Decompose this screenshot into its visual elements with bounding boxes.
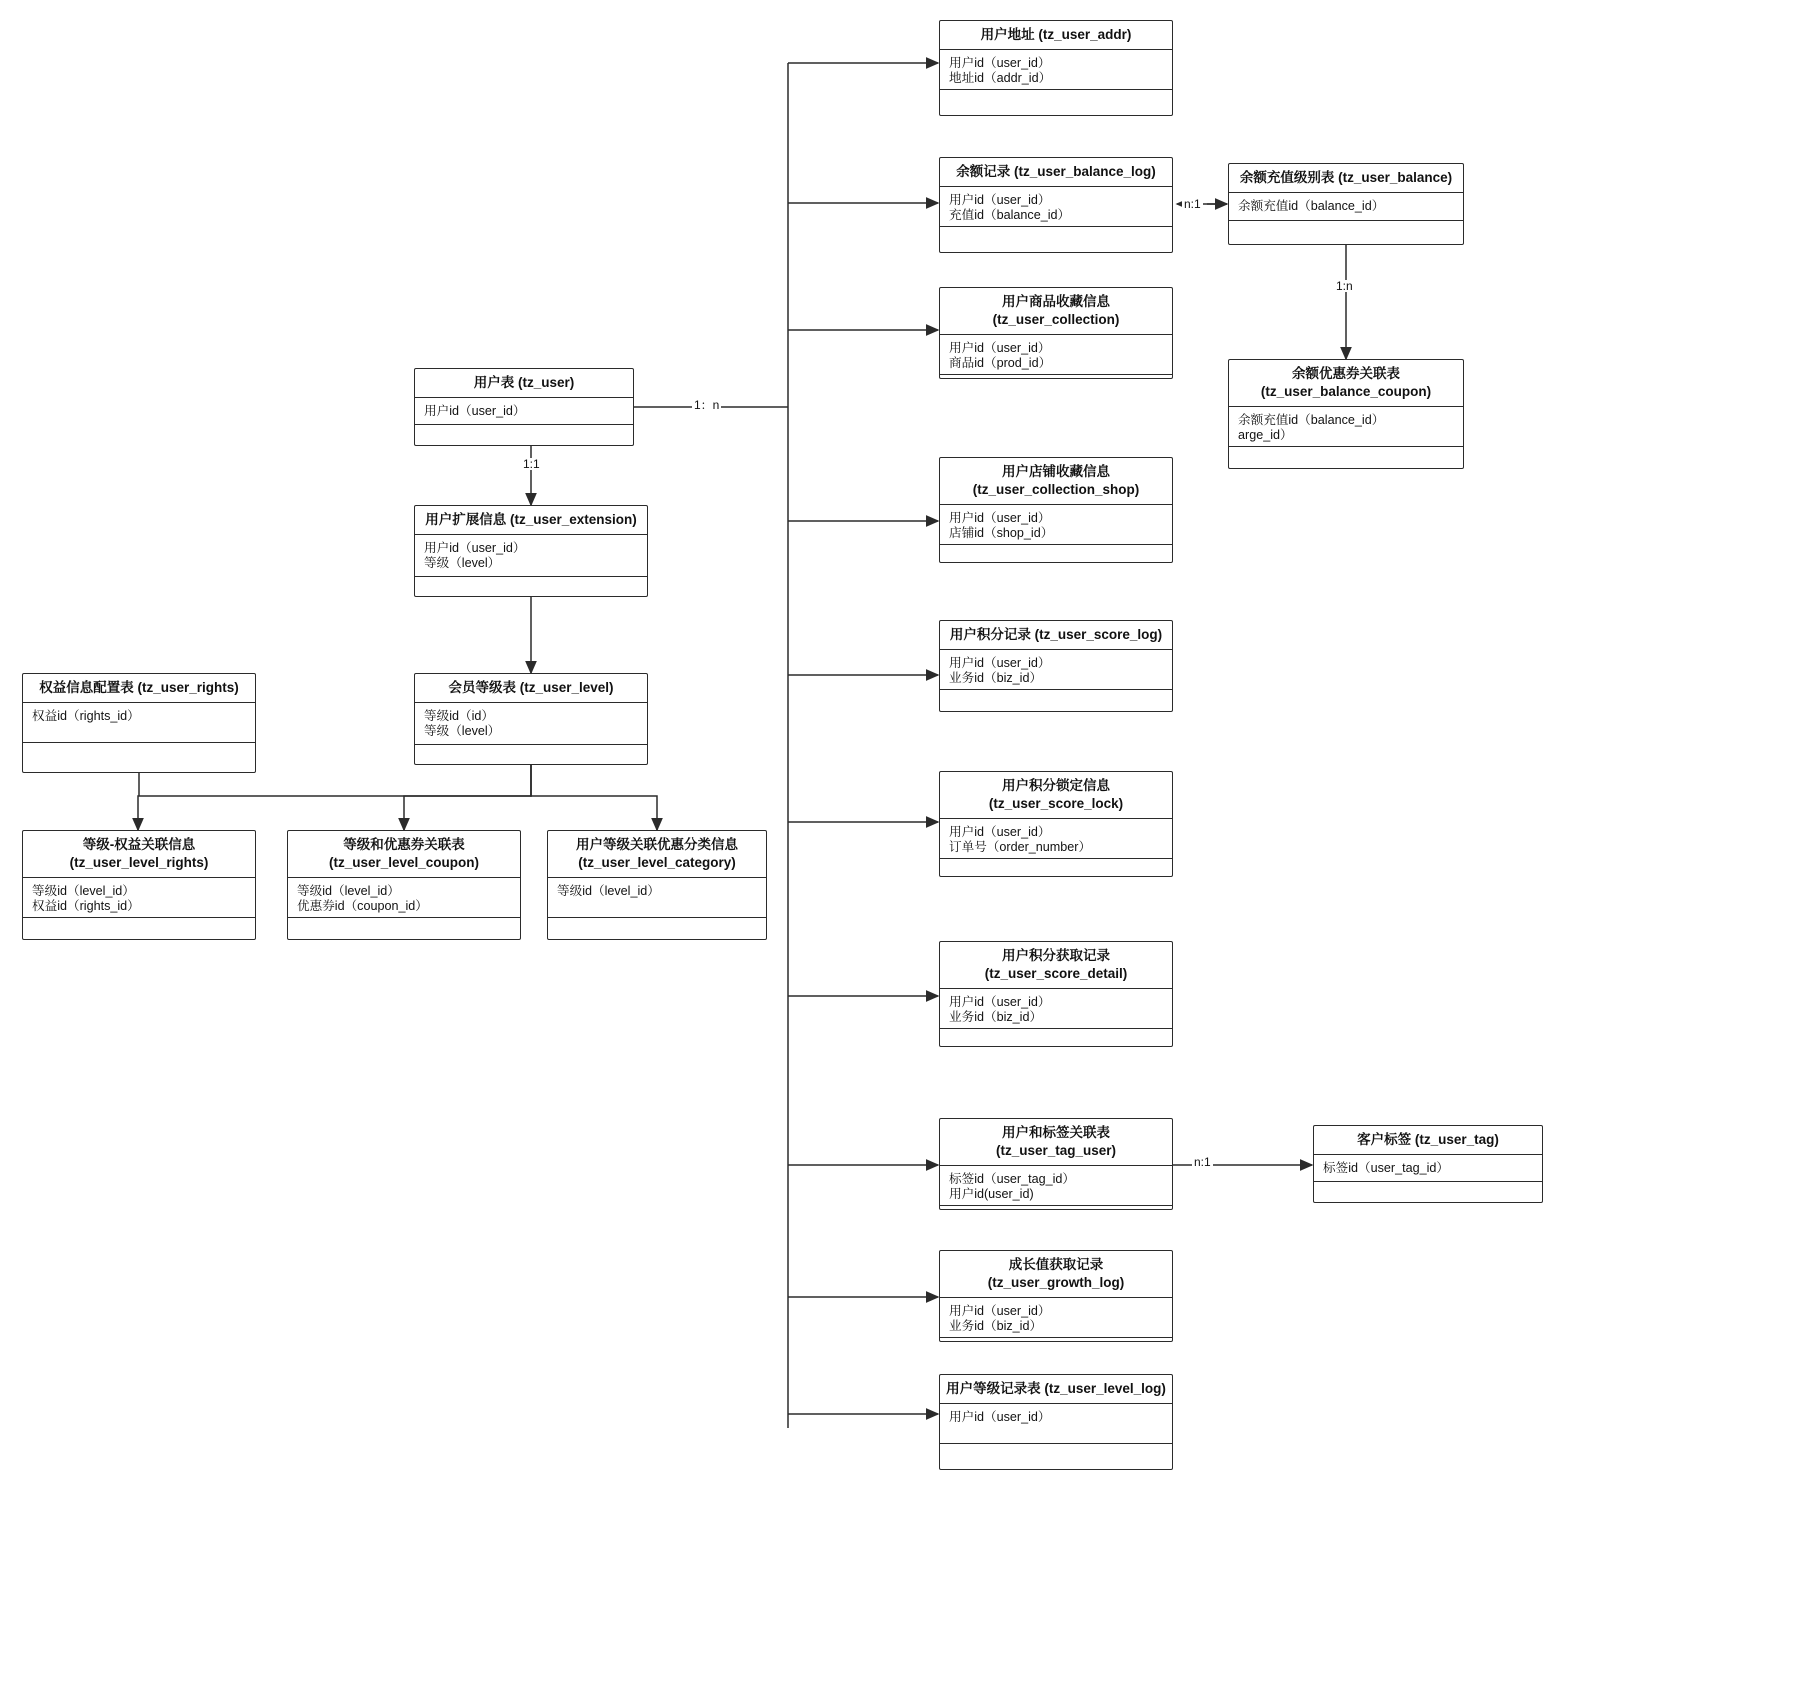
entity-tz-user-level-category[interactable] xyxy=(547,830,767,940)
entity-footer xyxy=(940,90,1172,112)
entity-footer xyxy=(1229,447,1463,469)
entity-fields: 等级id（level_id） xyxy=(548,878,766,918)
entity-title: 等级和优惠券关联表 (tz_user_level_coupon) xyxy=(288,831,520,878)
entity-tz-user-collection-shop[interactable] xyxy=(939,457,1173,563)
entity-tz-user-extension[interactable] xyxy=(414,505,648,597)
entity-fields: 用户id（user_id） 订单号（order_number） xyxy=(940,819,1172,859)
entity-fields: 标签id（user_tag_id） xyxy=(1314,1155,1542,1182)
entity-footer xyxy=(940,227,1172,249)
entity-footer xyxy=(415,577,647,599)
entity-fields: 余额充值id（balance_id） arge_id） xyxy=(1229,407,1463,447)
edge-label-user-fanout: 1：n xyxy=(694,398,720,412)
entity-tz-user-level-log[interactable] xyxy=(939,1374,1173,1470)
entity-title: 客户标签 (tz_user_tag) xyxy=(1314,1126,1542,1155)
entity-title: 用户商品收藏信息 (tz_user_collection) xyxy=(940,288,1172,335)
entity-title: 余额记录 (tz_user_balance_log) xyxy=(940,158,1172,187)
entity-footer xyxy=(940,1029,1172,1051)
entity-footer xyxy=(23,743,255,765)
entity-tz-user-tag-user[interactable] xyxy=(939,1118,1173,1210)
entity-footer xyxy=(23,918,255,940)
entity-fields: 余额充值id（balance_id） xyxy=(1229,193,1463,221)
entity-title: 用户积分记录 (tz_user_score_log) xyxy=(940,621,1172,650)
entity-title: 用户地址 (tz_user_addr) xyxy=(940,21,1172,50)
entity-title: 用户积分锁定信息 (tz_user_score_lock) xyxy=(940,772,1172,819)
entity-footer xyxy=(940,545,1172,567)
entity-footer xyxy=(940,375,1172,397)
entity-footer xyxy=(288,918,520,940)
entity-footer xyxy=(940,690,1172,712)
entity-footer xyxy=(940,1444,1172,1466)
entity-fields: 标签id（user_tag_id） 用户id(user_id) xyxy=(940,1166,1172,1206)
entity-tz-user-score-detail[interactable] xyxy=(939,941,1173,1047)
entity-title: 用户和标签关联表 (tz_user_tag_user) xyxy=(940,1119,1172,1166)
entity-title: 用户扩展信息 (tz_user_extension) xyxy=(415,506,647,535)
entity-footer xyxy=(940,1206,1172,1228)
entity-title: 用户店铺收藏信息 (tz_user_collection_shop) xyxy=(940,458,1172,505)
entity-footer xyxy=(415,745,647,767)
entity-tz-user-level-coupon[interactable] xyxy=(287,830,521,940)
entity-title: 余额充值级别表 (tz_user_balance) xyxy=(1229,164,1463,193)
edge-label-balance-coupon: 1:n xyxy=(1336,279,1353,293)
entity-fields: 用户id（user_id） 业务id（biz_id） xyxy=(940,650,1172,690)
entity-tz-user-score-log[interactable] xyxy=(939,620,1173,712)
entity-tz-user-balance-coupon[interactable] xyxy=(1228,359,1464,469)
entity-tz-user-balance-log[interactable] xyxy=(939,157,1173,253)
entity-tz-user-collection[interactable] xyxy=(939,287,1173,379)
entity-fields: 用户id（user_id） 等级（level） xyxy=(415,535,647,577)
entity-title: 用户表 (tz_user) xyxy=(415,369,633,398)
entity-fields: 等级id（level_id） 优惠券id（coupon_id） xyxy=(288,878,520,918)
entity-title: 用户积分获取记录 (tz_user_score_detail) xyxy=(940,942,1172,989)
entity-fields: 用户id（user_id） 充值id（balance_id） xyxy=(940,187,1172,227)
entity-footer xyxy=(1229,221,1463,243)
entity-title: 会员等级表 (tz_user_level) xyxy=(415,674,647,703)
entity-fields: 等级id（level_id） 权益id（rights_id） xyxy=(23,878,255,918)
entity-tz-user-score-lock[interactable] xyxy=(939,771,1173,877)
entity-fields: 用户id（user_id） 店铺id（shop_id） xyxy=(940,505,1172,545)
entity-tz-user-level-rights[interactable] xyxy=(22,830,256,940)
entity-title: 权益信息配置表 (tz_user_rights) xyxy=(23,674,255,703)
edge-label-balance-log-balance: n:1 xyxy=(1184,197,1201,211)
entity-title: 用户等级记录表 (tz_user_level_log) xyxy=(940,1375,1172,1404)
entity-tz-user-rights[interactable] xyxy=(22,673,256,773)
entity-title: 等级-权益关联信息 (tz_user_level_rights) xyxy=(23,831,255,878)
entity-fields: 用户id（user_id） xyxy=(415,398,633,425)
entity-title: 余额优惠券关联表 (tz_user_balance_coupon) xyxy=(1229,360,1463,407)
edge-label-tag-user-tag: n:1 xyxy=(1194,1155,1211,1169)
entity-fields: 用户id（user_id） 地址id（addr_id） xyxy=(940,50,1172,90)
entity-fields: 用户id（user_id） 业务id（biz_id） xyxy=(940,1298,1172,1338)
entity-tz-user-tag[interactable] xyxy=(1313,1125,1543,1203)
entity-footer xyxy=(548,918,766,940)
entity-footer xyxy=(415,425,633,447)
entity-fields: 等级id（id） 等级（level） xyxy=(415,703,647,745)
entity-footer xyxy=(1314,1182,1542,1204)
entity-fields: 权益id（rights_id） xyxy=(23,703,255,743)
entity-footer xyxy=(940,1338,1172,1360)
entity-fields: 用户id（user_id） 商品id（prod_id） xyxy=(940,335,1172,375)
entity-title: 用户等级关联优惠分类信息 (tz_user_level_category) xyxy=(548,831,766,878)
entity-footer xyxy=(940,859,1172,881)
entity-tz-user-balance[interactable] xyxy=(1228,163,1464,245)
entity-fields: 用户id（user_id） xyxy=(940,1404,1172,1444)
entity-tz-user-growth-log[interactable] xyxy=(939,1250,1173,1342)
edge-label-user-extension: 1:1 xyxy=(523,457,540,471)
entity-tz-user[interactable] xyxy=(414,368,634,446)
entity-title: 成长值获取记录 (tz_user_growth_log) xyxy=(940,1251,1172,1298)
entity-tz-user-addr[interactable] xyxy=(939,20,1173,116)
entity-tz-user-level[interactable] xyxy=(414,673,648,765)
entity-fields: 用户id（user_id） 业务id（biz_id） xyxy=(940,989,1172,1029)
